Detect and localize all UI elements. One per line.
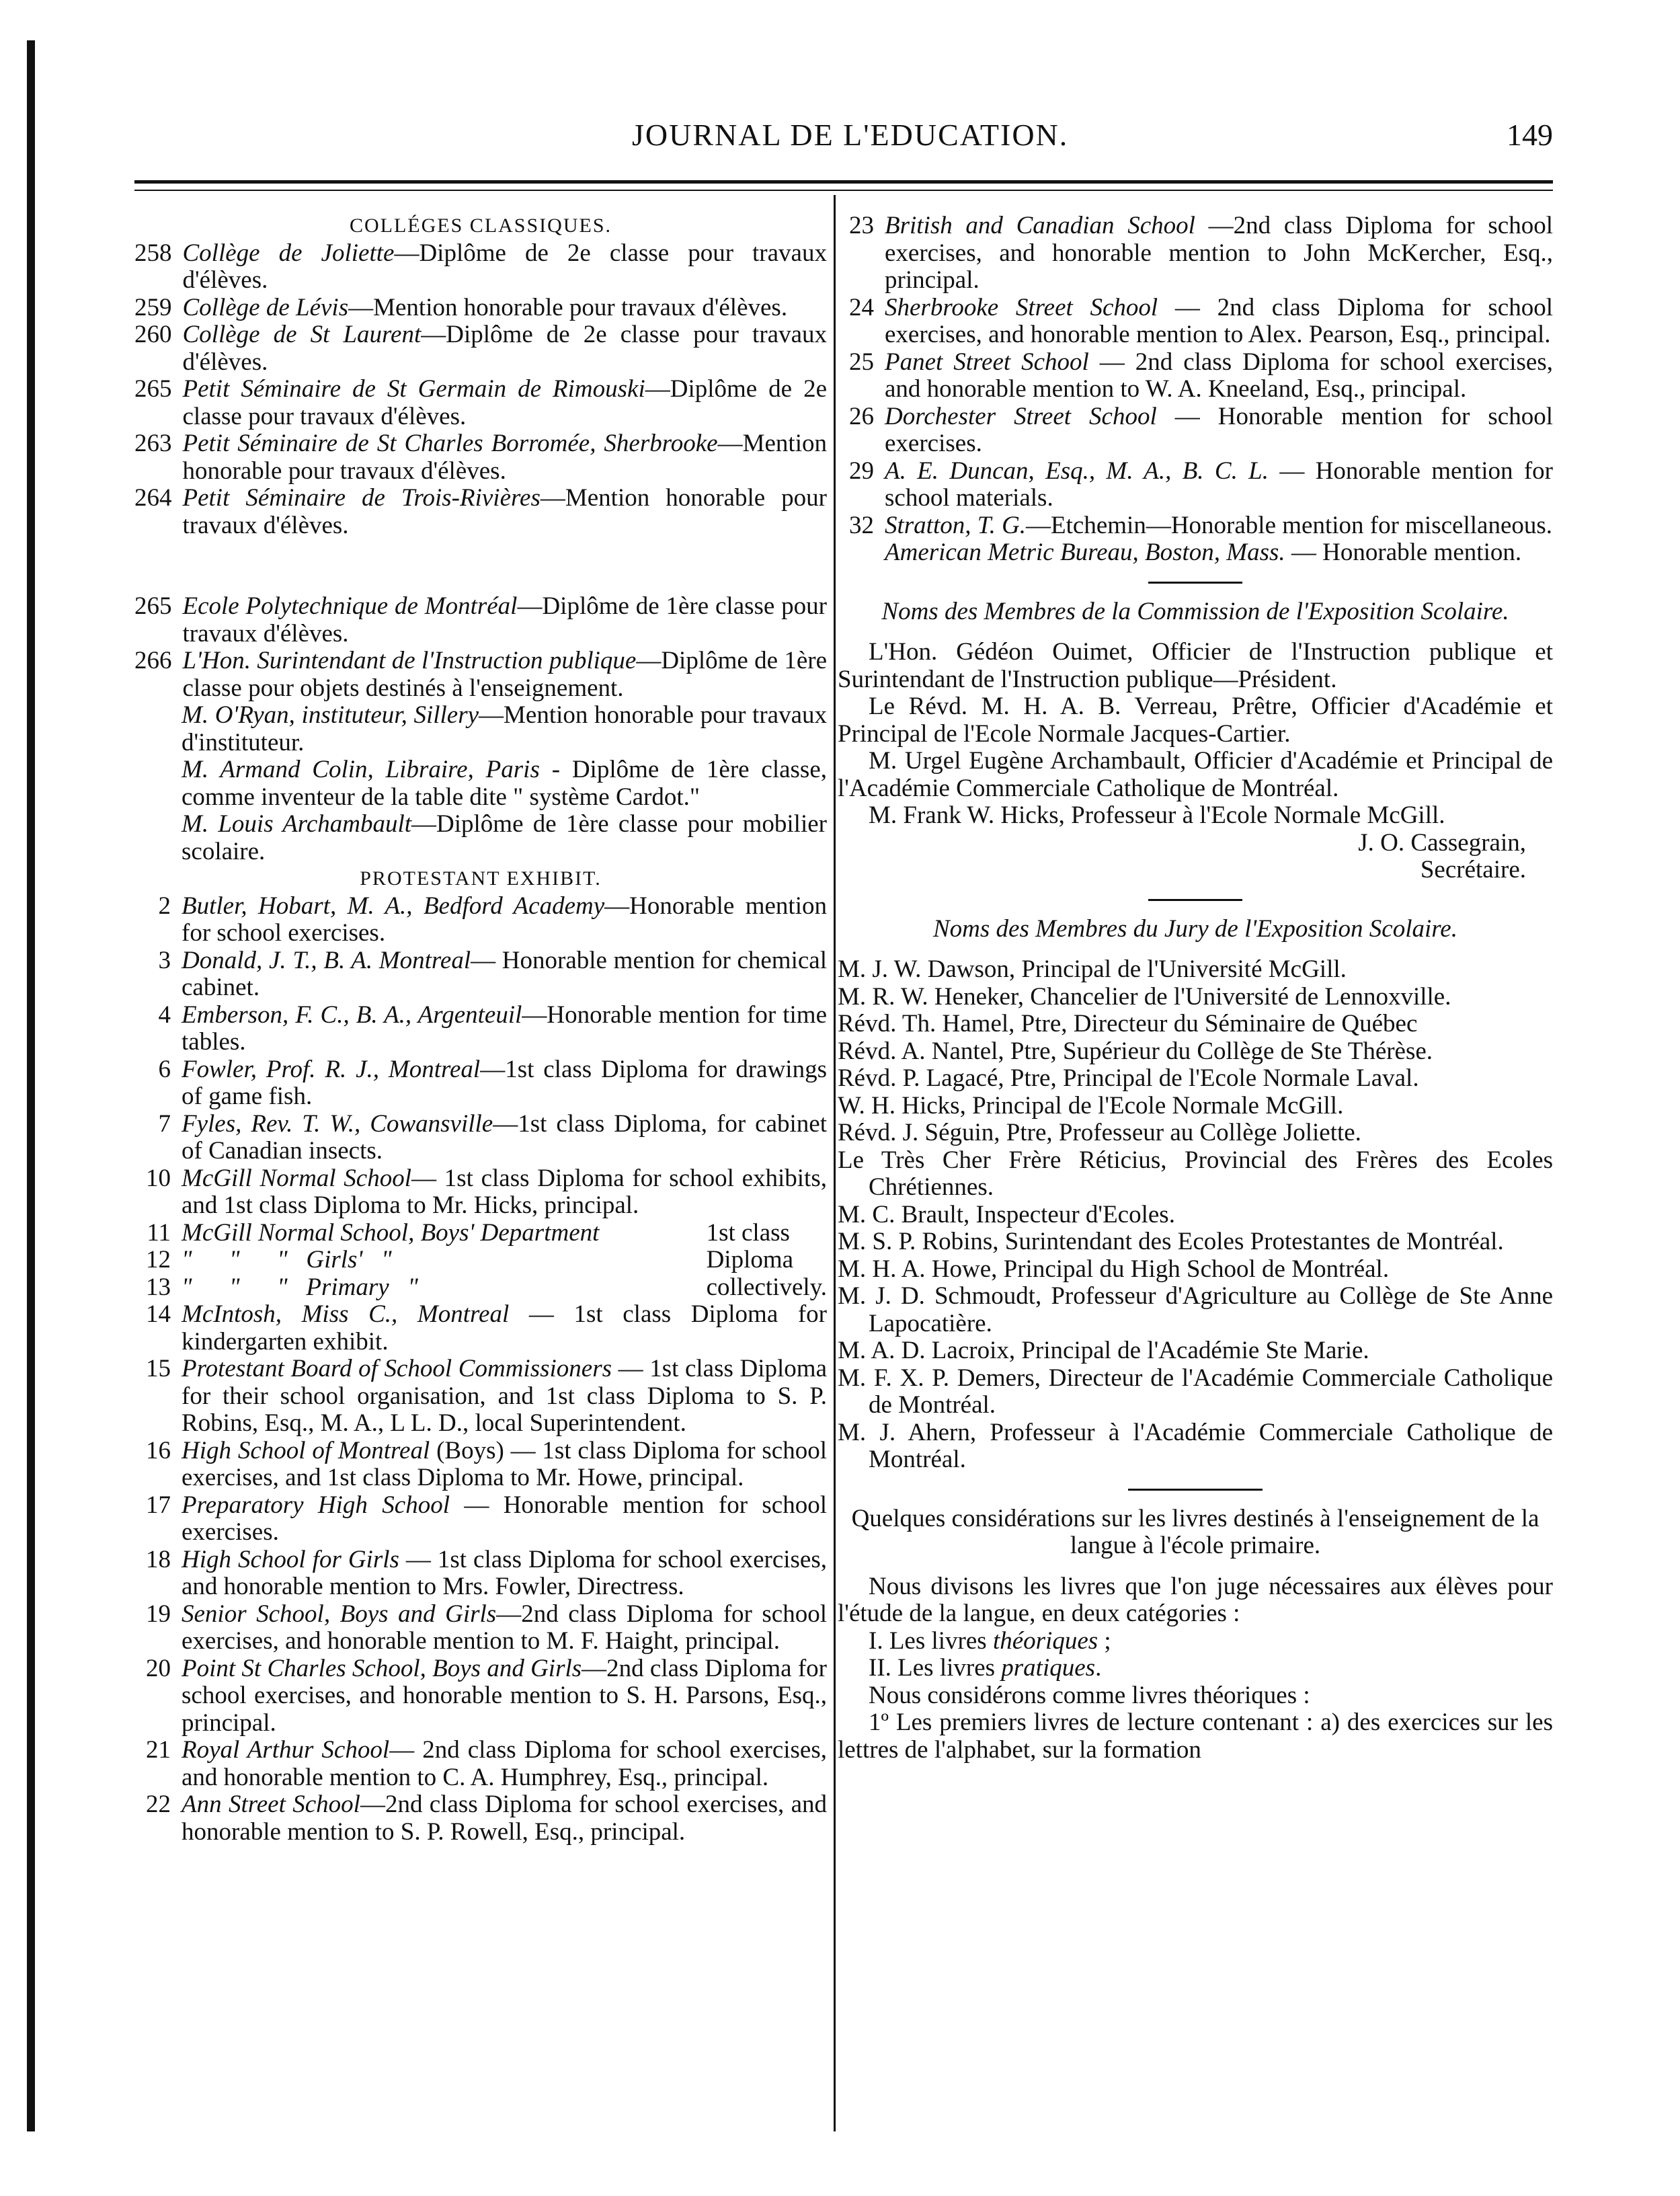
- entry-body: [182, 1737, 827, 1791]
- colleges-list: [134, 240, 827, 540]
- entry-body: [182, 1791, 827, 1846]
- jury-member: M. J. D. Schmoudt, Professeur d'Agriculture au Collège de Ste Anne Lapocatière.: [838, 1282, 1553, 1337]
- entry-name: High School of Montreal: [182, 1436, 430, 1464]
- entry-body: [182, 1056, 827, 1111]
- entry-number: [134, 811, 182, 865]
- entry-number: 25: [849, 348, 874, 376]
- entry-text: — 1st class Diploma for their school organisation, and 1st class Diploma to S. P. Robins, Esq., M. A., L L. D., local Superintendent.: [182, 1355, 827, 1437]
- entry-number: [134, 702, 182, 756]
- article-paragraph: 1º Les premiers livres de lecture contenant : a) des exercices sur les lettres de l'alphabet, sur la formation: [838, 1709, 1553, 1764]
- list-entry: [134, 321, 827, 376]
- list-entry: [134, 1056, 827, 1111]
- list-entry: [134, 811, 827, 865]
- article-paragraph: Nous considérons comme livres théoriques :: [869, 1681, 1310, 1709]
- entry-number: 6: [158, 1055, 171, 1083]
- protestant-list-b: [134, 1301, 827, 1846]
- jury-member: M. A. D. Lacroix, Principal de l'Académie Ste Marie.: [838, 1337, 1369, 1364]
- entry-body: [183, 648, 828, 702]
- jury-member: M. J. W. Dawson, Principal de l'Université McGill.: [838, 955, 1347, 983]
- entry-number: 29: [849, 457, 874, 485]
- entry-text: — 1st class Diploma for kindergarten exhibit.: [182, 1300, 827, 1356]
- left-column: [134, 212, 827, 1846]
- list-entry: [838, 512, 1553, 540]
- entry-text: —Diplôme de 2e classe pour travaux d'élèves.: [182, 375, 827, 430]
- entry-name: British and Canadian School: [885, 212, 1195, 239]
- entry-name: High School for Girls: [182, 1545, 399, 1573]
- entry-number: 4: [158, 1001, 171, 1029]
- jury-member: M. J. Ahern, Professeur à l'Académie Commerciale Catholique de Montréal.: [838, 1418, 1553, 1473]
- entry-text: —Mention honorable pour travaux d'élèves.: [348, 293, 788, 321]
- entry-text: —1st class Diploma for drawings of game fish.: [182, 1055, 827, 1110]
- short-rule: [1148, 582, 1242, 584]
- entry-body: [885, 512, 1553, 540]
- entry-body: [182, 1601, 827, 1655]
- page-number: 149: [1507, 118, 1553, 152]
- entry-name: Collège de Lévis: [182, 293, 349, 321]
- entry-body: [183, 376, 828, 430]
- jury-member: M. S. P. Robins, Surintendant des Ecoles Protestantes de Montréal.: [838, 1228, 1504, 1255]
- list-prefix: I. Les livres: [869, 1626, 993, 1655]
- entry-name: Petit Séminaire de Trois-Rivières: [182, 484, 541, 512]
- entry-text: —Diplôme de 1ère classe pour mobilier scolaire.: [182, 810, 827, 865]
- entry-name: Stratton, T. G.: [885, 511, 1027, 539]
- jury-member: Révd. Th. Hamel, Ptre, Directeur du Séminaire de Québec: [838, 1010, 1418, 1037]
- list-entry: [134, 1438, 827, 1492]
- bracket-text: 1st class Diploma collectively.: [706, 1218, 827, 1301]
- article-list-item: [838, 1655, 1553, 1682]
- bracket-lines: [134, 1220, 701, 1302]
- entry-number: 3: [158, 946, 171, 974]
- member-paragraph: L'Hon. Gédéon Ouimet, Officier de l'Instruction publique et Surintendant de l'Instruction publique—Président.: [838, 638, 1553, 693]
- entry-body: [182, 1546, 827, 1601]
- list-entry: [134, 1737, 827, 1791]
- entry-body: [182, 1002, 827, 1056]
- entry-body: [183, 240, 828, 295]
- entry-name: American Metric Bureau, Boston, Mass.: [885, 539, 1285, 566]
- list-entry: [838, 349, 1553, 403]
- entry-text: — 1st class Diploma for school exhibits, and 1st class Diploma to Mr. Hicks, principal.: [182, 1164, 827, 1219]
- entry-text: —Mention honorable pour travaux d'instituteur.: [182, 701, 827, 756]
- entry-name: Collège de Joliette: [182, 239, 395, 267]
- entry-name: M. O'Ryan, instituteur, Sillery: [182, 701, 479, 729]
- list-suffix: .: [1095, 1654, 1102, 1682]
- entry-name: Protestant Board of School Commissioners: [182, 1355, 612, 1382]
- list-entry: [134, 1356, 827, 1438]
- entry-number: 19: [146, 1600, 171, 1628]
- ecole-list: [134, 593, 827, 865]
- entry-name: Donald, J. T., B. A. Montreal: [182, 946, 471, 974]
- entry-body: [183, 321, 828, 376]
- entry-number: 13: [146, 1273, 171, 1301]
- entry-text: (Boys) — 1st class Diploma for school exercises, and 1st class Diploma to Mr. Howe, principal.: [182, 1436, 828, 1491]
- jury-member: Révd. J. Séguin, Ptre, Professeur au Collège Joliette.: [838, 1119, 1361, 1146]
- entry-text: —2nd class Diploma for school exercises, and honorable mention to S. H. Parsons, Esq., principal.: [182, 1654, 827, 1737]
- jury-list: [838, 956, 1553, 1474]
- entry-name: Senior School, Boys and Girls: [182, 1600, 497, 1628]
- bracket-row: [134, 1274, 701, 1302]
- jury-member: M. R. W. Heneker, Chancelier de l'Université de Lennoxville.: [838, 982, 1451, 1011]
- list-emphasis: théoriques: [992, 1626, 1098, 1655]
- list-emphasis: pratiques: [1001, 1654, 1096, 1682]
- entry-text: —Diplôme de 1ère classe pour travaux d'élèves.: [182, 592, 827, 648]
- entry-body: [182, 1165, 827, 1220]
- entry-text: —Etchemin—Honorable mention for miscellaneous.: [1026, 511, 1553, 539]
- jury-member: M. F. X. P. Demers, Directeur de l'Académie Commerciale Catholique de Montréal.: [838, 1364, 1553, 1419]
- page-header: [134, 113, 1553, 167]
- entry-number: 15: [146, 1355, 171, 1382]
- list-entry: [134, 1492, 827, 1546]
- header-rule-thin: [134, 190, 1553, 191]
- entry-text: — Honorable mention for chemical cabinet.: [182, 946, 827, 1001]
- list-entry: [134, 893, 827, 947]
- list-entry: [838, 295, 1553, 349]
- jury-member: W. H. Hicks, Principal de l'Ecole Normale McGill.: [838, 1091, 1344, 1120]
- list-entry: [838, 403, 1553, 458]
- list-prefix: II. Les livres: [869, 1654, 1002, 1682]
- list-entry: [134, 376, 827, 430]
- entry-number: 16: [146, 1436, 171, 1464]
- article-paragraph: Nous divisons les livres que l'on juge nécessaires aux élèves pour l'étude de la langue, en deux catégories :: [838, 1572, 1553, 1627]
- bracket-entry: [134, 1220, 827, 1302]
- entry-text: —Diplôme de 2e classe pour travaux d'élèves.: [182, 321, 827, 376]
- entry-name: McGill Normal School: [182, 1164, 411, 1192]
- entry-text: —2nd class Diploma for school exercises, and honorable mention to S. P. Rowell, Esq., principal.: [182, 1791, 827, 1846]
- protestant-heading: PROTESTANT EXHIBIT.: [360, 867, 602, 890]
- signature-title: Secrétaire.: [1420, 856, 1526, 884]
- entry-name: M. Louis Archambault: [182, 810, 412, 838]
- entry-number: 32: [849, 511, 874, 539]
- header-rule-thick: [134, 180, 1553, 184]
- list-entry: [134, 1111, 827, 1165]
- page-edge-bar: [27, 40, 35, 2131]
- entry-text: — 1st class Diploma for school exercises, and honorable mention to Mrs. Fowler, Directress.: [182, 1545, 827, 1600]
- list-entry: [134, 485, 827, 539]
- entry-body: [885, 295, 1553, 349]
- entry-name: A. E. Duncan, Esq., M. A., B. C. L.: [885, 457, 1269, 485]
- commission-heading: Noms des Membres de la Commission de l'Exposition Scolaire.: [881, 597, 1509, 625]
- entry-number: [838, 539, 885, 567]
- entry-body: [885, 212, 1553, 295]
- entry-text: — 2nd class Diploma for school exercises, and honorable mention to W. A. Kneeland, Esq., principal.: [885, 348, 1553, 403]
- entry-name: Royal Arthur School: [182, 1736, 390, 1764]
- entry-text: — Honorable mention for school materials.: [885, 457, 1553, 512]
- entry-name: Dorchester Street School: [885, 402, 1157, 430]
- entry-body: [885, 539, 1553, 567]
- right-entries-list: [838, 212, 1553, 567]
- entry-body: [182, 811, 827, 865]
- entry-number: 17: [146, 1491, 171, 1519]
- list-entry: [134, 1601, 827, 1655]
- entry-name: L'Hon. Surintendant de l'Instruction publique: [182, 647, 637, 674]
- entry-text: —2nd class Diploma for school exercises, and honorable mention to M. F. Haight, principal.: [182, 1600, 827, 1655]
- entry-name: Preparatory High School: [182, 1491, 450, 1519]
- entry-text: — Honorable mention for school exercises.: [885, 402, 1553, 457]
- entry-name: Point St Charles School, Boys and Girls: [182, 1654, 582, 1682]
- entry-body: [182, 947, 827, 1002]
- entry-number: 2: [158, 892, 171, 920]
- member-paragraph: M. Urgel Eugène Archambault, Officier d'Académie et Principal de l'Académie Commerciale Catholique de Montréal.: [838, 747, 1553, 802]
- protestant-list-a: [134, 893, 827, 1220]
- list-entry: [134, 648, 827, 702]
- entry-name: Petit Séminaire de St Charles Borromée, Sherbrooke: [182, 430, 718, 457]
- entry-name: " " " Girls' ": [182, 1246, 392, 1273]
- entry-text: —Mention honorable pour travaux d'élèves.: [182, 484, 827, 539]
- entry-number: 20: [146, 1654, 171, 1682]
- entry-name: Collège de St Laurent: [182, 321, 422, 348]
- entry-number: 265: [134, 592, 172, 620]
- list-entry: [838, 458, 1553, 512]
- entry-body: [885, 403, 1553, 458]
- entry-number: 264: [134, 484, 172, 512]
- entry-text: — Honorable mention.: [1285, 539, 1522, 566]
- list-entry: [134, 1002, 827, 1056]
- entry-text: - Diplôme de 1ère classe, comme inventeur de la table dite " système Cardot.": [182, 756, 827, 811]
- entry-body: [182, 1111, 827, 1165]
- entry-body: [183, 430, 828, 485]
- entry-body: [885, 349, 1553, 403]
- jury-member: Le Très Cher Frère Réticius, Provincial des Frères des Ecoles Chrétiennes.: [838, 1146, 1553, 1201]
- jury-member: M. H. A. Howe, Principal du High School de Montréal.: [838, 1255, 1390, 1283]
- entry-body: [182, 1438, 827, 1492]
- entry-body: [183, 295, 828, 322]
- entry-text: — 2nd class Diploma for school exercises, and honorable mention to Alex. Pearson, Esq., principal.: [885, 293, 1553, 348]
- entry-number: 258: [134, 239, 172, 267]
- list-entry: [134, 1301, 827, 1356]
- entry-number: 263: [134, 430, 172, 457]
- entry-text: —Honorable mention for school exercises.: [182, 892, 827, 947]
- list-entry: [134, 947, 827, 1002]
- short-rule: [1148, 899, 1242, 901]
- entry-body: [182, 1301, 827, 1356]
- entry-number: 260: [134, 321, 172, 348]
- entry-body: [182, 1655, 827, 1737]
- entry-text: —Mention honorable pour travaux d'élèves.: [182, 430, 827, 485]
- entry-number: 7: [158, 1109, 171, 1138]
- column-divider: [834, 195, 836, 2131]
- entry-body: [182, 756, 827, 811]
- entry-name: McIntosh, Miss C., Montreal: [182, 1300, 510, 1328]
- bracket-row: [134, 1220, 701, 1247]
- list-entry: [838, 212, 1553, 295]
- entry-text: —Honorable mention for time tables.: [182, 1001, 827, 1056]
- entry-name: Petit Séminaire de St Germain de Rimouski: [182, 375, 645, 403]
- entry-number: 14: [146, 1300, 171, 1328]
- entry-number: 259: [134, 293, 172, 321]
- entry-number: 21: [146, 1736, 171, 1764]
- jury-member: M. C. Brault, Inspecteur d'Ecoles.: [838, 1200, 1175, 1228]
- signature-name: J. O. Cassegrain,: [1358, 828, 1526, 857]
- jury-member: Révd. P. Lagacé, Ptre, Principal de l'Ecole Normale Laval.: [838, 1064, 1419, 1092]
- colleges-heading: COLLÉGES CLASSIQUES.: [349, 214, 612, 237]
- entry-text: —2nd class Diploma for school exercises, and honorable mention to John McKercher, Esq., principal.: [885, 212, 1553, 294]
- list-entry: [134, 702, 827, 756]
- list-entry: [134, 1655, 827, 1737]
- entry-number: 18: [146, 1545, 171, 1573]
- jury-heading: Noms des Membres du Jury de l'Exposition Scolaire.: [933, 914, 1457, 943]
- list-entry: [134, 1791, 827, 1846]
- ornament-rule: [1128, 1489, 1263, 1491]
- entry-number: 24: [849, 293, 874, 321]
- bracket-row: [134, 1247, 701, 1274]
- entry-number: 10: [146, 1164, 171, 1192]
- entry-name: Sherbrooke Street School: [885, 293, 1158, 321]
- list-entry: [134, 593, 827, 648]
- entry-number: 266: [134, 647, 172, 674]
- entry-name: " " " Primary ": [182, 1273, 418, 1301]
- list-entry: [134, 430, 827, 485]
- list-entry: [134, 1165, 827, 1220]
- entry-text: —Diplôme de 1ère classe pour objets destinés à l'enseignement.: [182, 647, 827, 702]
- entry-name: McGill Normal School, Boys' Department: [182, 1218, 600, 1247]
- entry-text: —Diplôme de 2e classe pour travaux d'élèves.: [182, 239, 827, 294]
- entry-body: [183, 485, 828, 539]
- entry-body: [182, 1492, 827, 1546]
- entry-number: 11: [147, 1218, 171, 1247]
- entry-text: — 2nd class Diploma for school exercises, and honorable mention to C. A. Humphrey, Esq., principal.: [182, 1736, 827, 1791]
- entry-number: 265: [134, 375, 172, 403]
- entry-text: — Honorable mention for school exercises.: [182, 1491, 827, 1546]
- entry-name: Ecole Polytechnique de Montréal: [182, 592, 518, 620]
- entry-body: [182, 702, 827, 756]
- right-column: [838, 212, 1553, 1764]
- entry-number: 12: [146, 1246, 171, 1273]
- list-entry: [838, 539, 1553, 567]
- entry-body: [182, 893, 827, 947]
- entry-text: —1st class Diploma, for cabinet of Canadian insects.: [182, 1109, 827, 1165]
- entry-number: 23: [849, 212, 874, 239]
- list-entry: [134, 756, 827, 811]
- entry-number: [134, 756, 182, 811]
- entry-number: 22: [146, 1791, 171, 1818]
- list-entry: [134, 240, 827, 295]
- journal-title: JOURNAL DE L'EDUCATION.: [632, 118, 1069, 152]
- entry-body: [183, 593, 828, 648]
- entry-name: Panet Street School: [885, 348, 1089, 376]
- article-title: Quelques considérations sur les livres destinés à l'enseignement de la langue à l'école primaire.: [851, 1504, 1539, 1559]
- list-suffix: ;: [1098, 1626, 1111, 1655]
- member-paragraph: M. Frank W. Hicks, Professeur à l'Ecole Normale McGill.: [869, 801, 1445, 829]
- entry-body: [885, 458, 1553, 512]
- list-entry: [134, 1546, 827, 1601]
- entry-number: 26: [849, 402, 874, 430]
- entry-body: [182, 1356, 827, 1438]
- entry-name: Emberson, F. C., B. A., Argenteuil: [182, 1001, 522, 1029]
- article-list-item: [838, 1628, 1553, 1655]
- jury-member: Révd. A. Nantel, Ptre, Supérieur du Collège de Ste Thérèse.: [838, 1037, 1433, 1065]
- entry-name: Butler, Hobart, M. A., Bedford Academy: [182, 892, 605, 920]
- commission-list: [838, 639, 1553, 830]
- list-entry: [134, 295, 827, 322]
- entry-name: Ann Street School: [182, 1791, 360, 1818]
- entry-name: M. Armand Colin, Libraire, Paris: [182, 756, 540, 783]
- entry-name: Fyles, Rev. T. W., Cowansville: [182, 1109, 493, 1138]
- member-paragraph: Le Révd. M. H. A. B. Verreau, Prêtre, Officier d'Académie et Principal de l'Ecole Normale Jacques-Cartier.: [838, 693, 1553, 748]
- entry-name: Fowler, Prof. R. J., Montreal: [182, 1055, 481, 1083]
